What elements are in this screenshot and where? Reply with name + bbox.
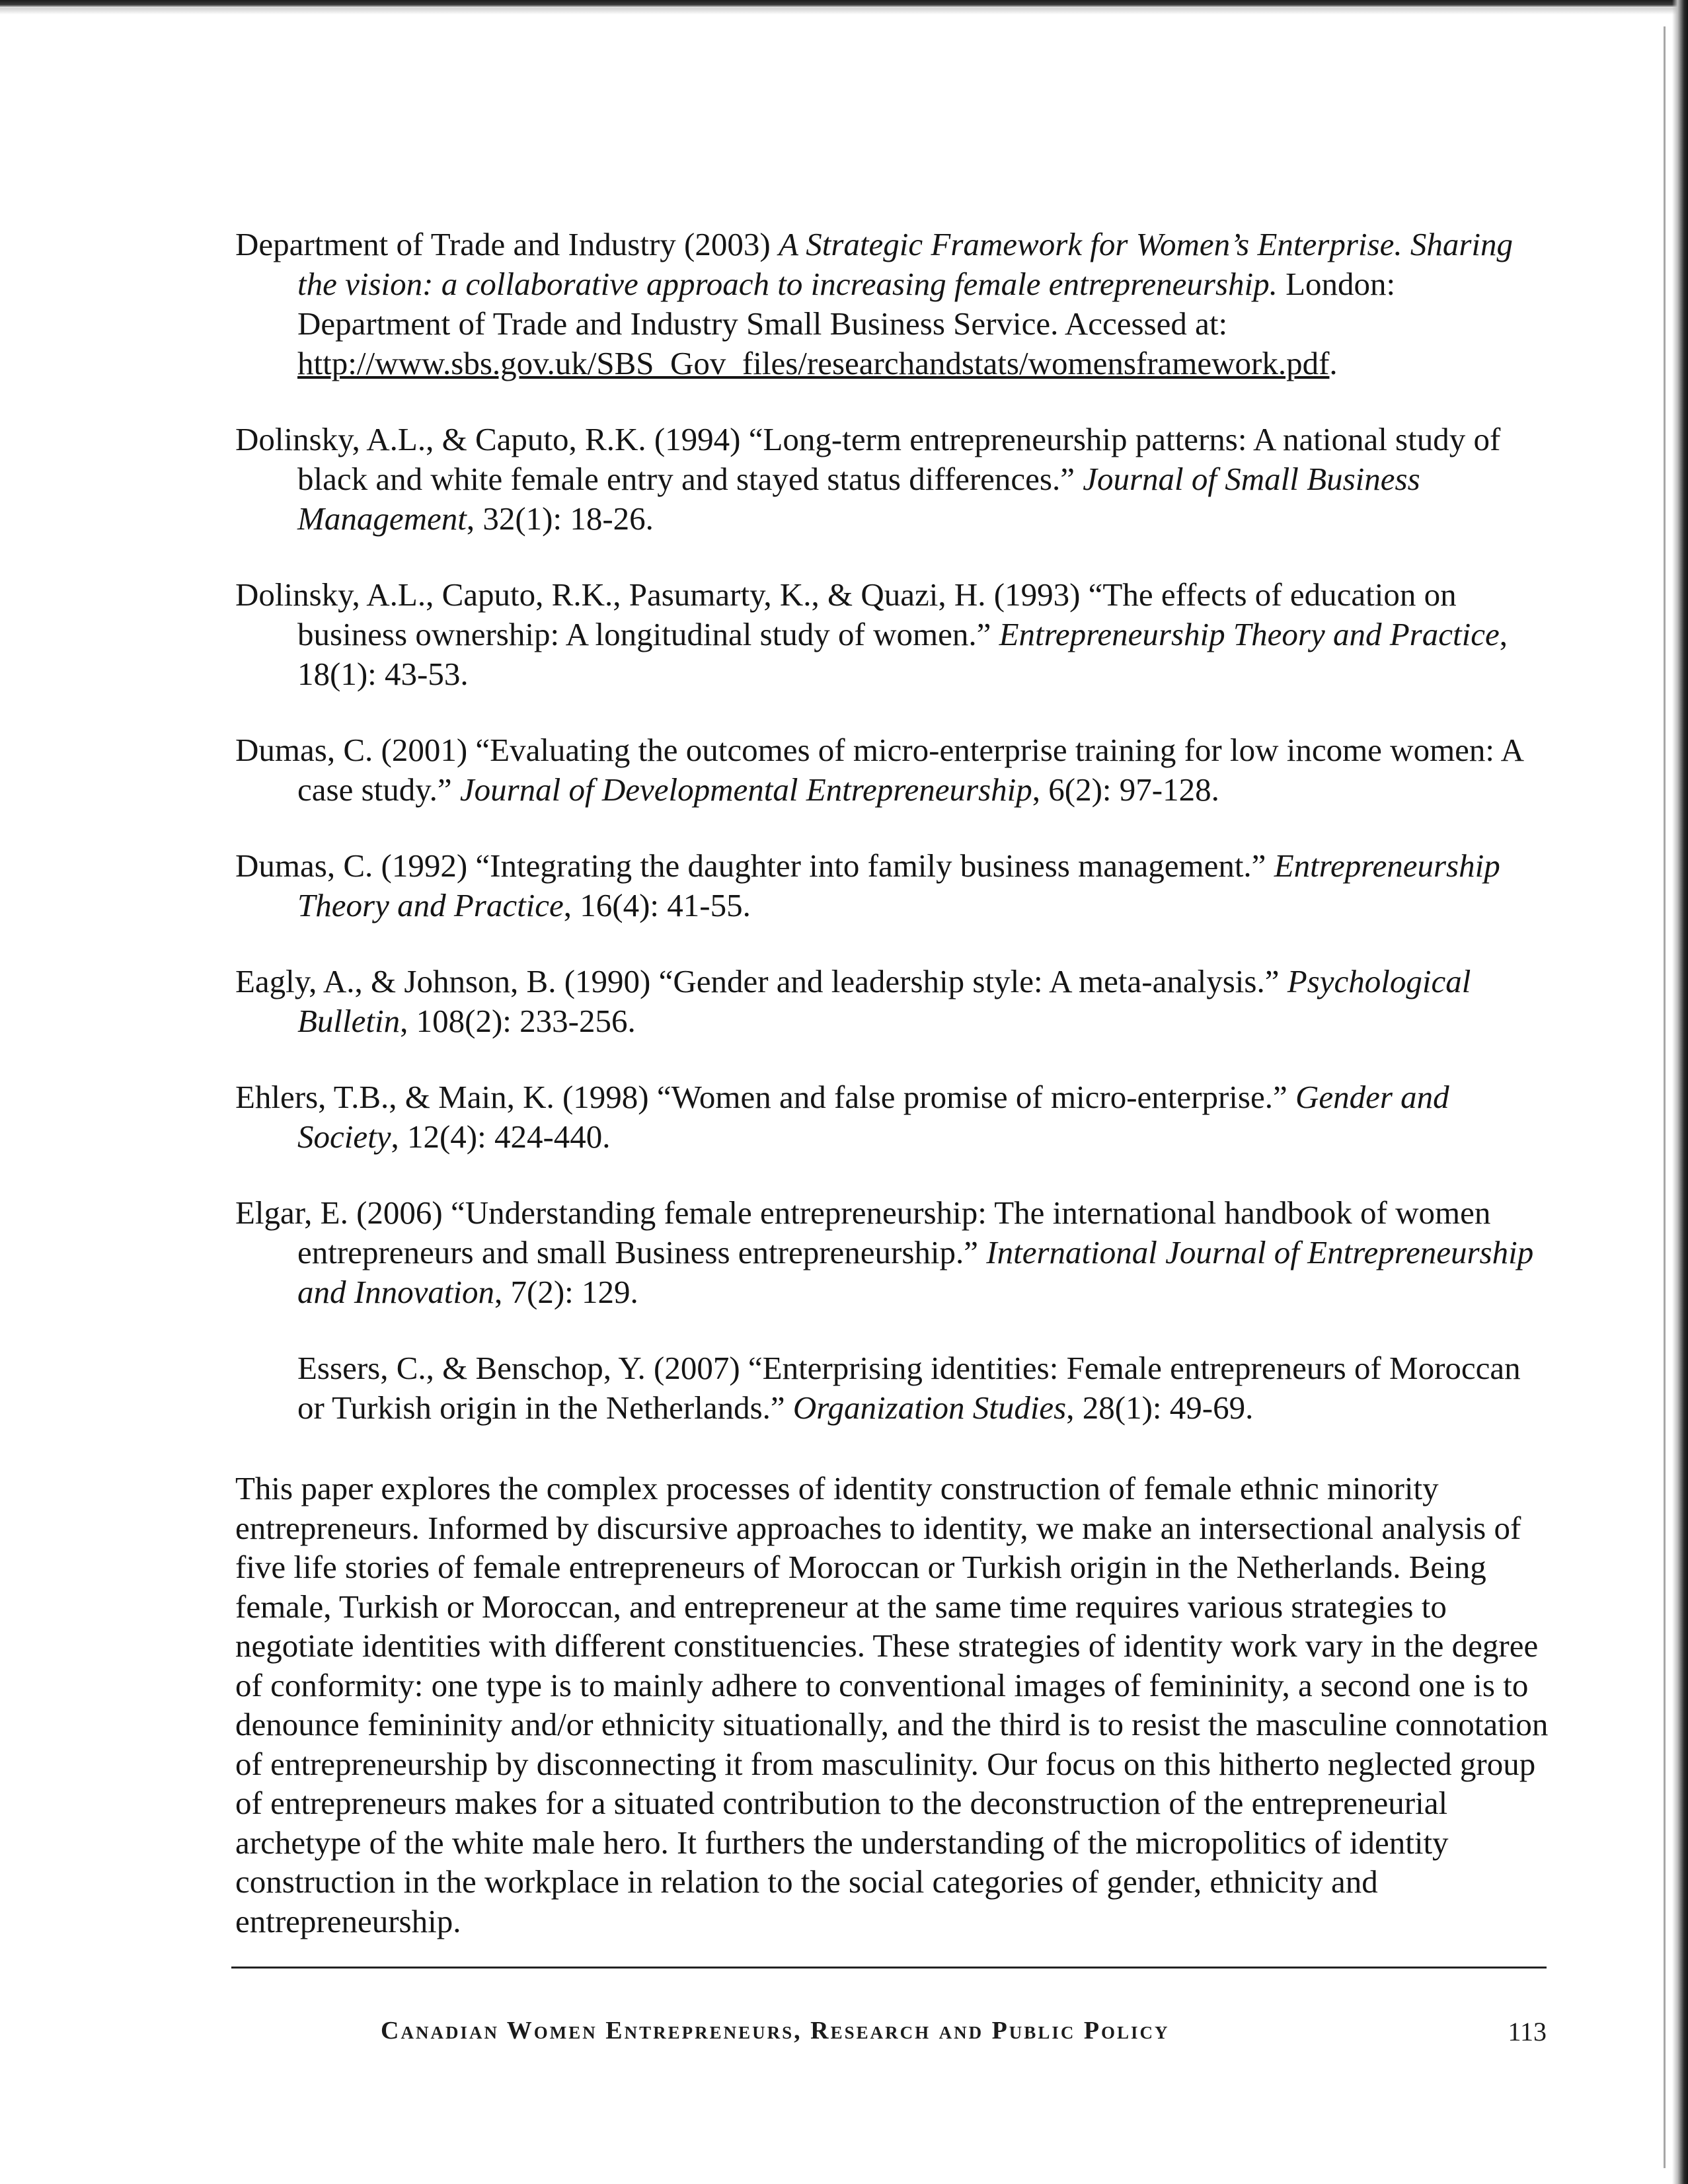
- reference-title: A Strategic Framework for Women’s Enterprise. Sharing the vision: a collaborative approach to increasing female entrepreneurship.: [297, 226, 1514, 302]
- scan-edge-top: [0, 0, 1688, 8]
- reference-journal: Psychological Bulletin: [297, 963, 1471, 1039]
- reference-journal: International Journal of Entrepreneurship and Innovation: [297, 1234, 1534, 1310]
- reference-volume-pages: , 12(4): 424-440.: [391, 1118, 611, 1155]
- reference-journal: Journal of Small Business Management: [297, 461, 1420, 537]
- reference-journal: Entrepreneurship Theory and Practice: [999, 616, 1500, 652]
- reference-authors-title: Essers, C., & Benschop, Y. (2007) “Enterprising identities: Female entrepreneurs of Moroccan or Turkish origin in the Netherlands.”: [297, 1350, 1521, 1426]
- scan-edge-right: [1672, 0, 1688, 2184]
- page-footer: [235, 2016, 1547, 2056]
- reference-authors-title: Dolinsky, A.L., & Caputo, R.K. (1994) “Long-term entrepreneurship patterns: A national study of black and white female entry and stayed status differences.”: [235, 421, 1501, 497]
- reference-publisher: London: Department of Trade and Industry Small Business Service. Accessed at:: [297, 266, 1396, 342]
- reference-entry: [235, 962, 1551, 1041]
- footer-rule: [231, 1967, 1547, 1969]
- reference-authors-title: Dumas, C. (1992) “Integrating the daughter into family business management.”: [235, 847, 1274, 884]
- reference-entry: [235, 846, 1551, 925]
- reference-volume-pages: , 16(4): 41-55.: [563, 887, 751, 923]
- reference-volume-pages: , 32(1): 18-26.: [466, 500, 654, 537]
- reference-authors-year: Department of Trade and Industry (2003): [235, 226, 779, 262]
- reference-list: [235, 225, 1551, 1464]
- reference-entry: [235, 730, 1551, 810]
- reference-volume-pages: , 108(2): 233-256.: [400, 1003, 636, 1039]
- reference-authors-title: Ehlers, T.B., & Main, K. (1998) “Women and false promise of micro-enterprise.”: [235, 1079, 1295, 1115]
- reference-volume-pages: , 18(1): 43-53.: [297, 616, 1508, 692]
- reference-url-link[interactable]: http://www.sbs.gov.uk/SBS_Gov_files/researchandstats/womensframework.pdf: [297, 345, 1330, 381]
- page-number: 113: [1508, 2017, 1547, 2047]
- reference-entry: [235, 1348, 1551, 1428]
- reference-volume-pages: , 7(2): 129.: [494, 1274, 638, 1310]
- reference-entry: [235, 225, 1551, 383]
- reference-journal: Entrepreneurship Theory and Practice: [297, 847, 1500, 923]
- scan-fold-line: [1664, 26, 1666, 2168]
- reference-volume-pages: , 6(2): 97-128.: [1032, 771, 1219, 808]
- running-title: Canadian Women Entrepreneurs, Research and Public Policy: [381, 2017, 1170, 2045]
- reference-entry: [235, 1077, 1551, 1157]
- reference-volume-pages: , 28(1): 49-69.: [1066, 1389, 1254, 1426]
- reference-authors-title: Elgar, E. (2006) “Understanding female entrepreneurship: The international handbook of women entrepreneurs and small Business entrepreneurship.”: [235, 1194, 1491, 1270]
- reference-journal: Organization Studies: [792, 1389, 1067, 1426]
- scan-shadow-top: [0, 8, 1688, 15]
- reference-authors-title: Dumas, C. (2001) “Evaluating the outcomes of micro-enterprise training for low income women: A case study.”: [235, 732, 1523, 808]
- reference-entry: [235, 1193, 1551, 1312]
- reference-journal: Journal of Developmental Entrepreneurship: [459, 771, 1032, 808]
- reference-authors-title: Eagly, A., & Johnson, B. (1990) “Gender and leadership style: A meta-analysis.”: [235, 963, 1287, 999]
- reference-end: .: [1329, 345, 1338, 381]
- reference-authors-title: Dolinsky, A.L., Caputo, R.K., Pasumarty, K., & Quazi, H. (1993) “The effects of education on business ownership: A longitudinal study of women.”: [235, 576, 1457, 652]
- abstract-paragraph: This paper explores the complex processes of identity construction of female ethnic minority entrepreneurs. Informed by discursive approaches to identity, we make an intersectional analysis of five life stories of female entrepreneurs of Moroccan or Turkish origin in the Netherlands. Being female, Turkish or Moroccan, and entrepreneur at the same time requires various strategies to negotiate identities with different constituencies. These strategies of identity work vary in the degree of conformity: one type is to mainly adhere to conventional images of femininity, a second one is to denounce femininity and/or ethnicity situationally, and the third is to resist the masculine connotation of entrepreneurship by disconnecting it from masculinity. Our focus on this hitherto neglected group of entrepreneurs makes for a situated contribution to the deconstruction of the entrepreneurial archetype of the white male hero. It furthers the understanding of the micropolitics of identity construction in the workplace in relation to the social categories of gender, ethnicity and entrepreneurship.: [235, 1470, 1549, 1939]
- reference-journal: Gender and Society: [297, 1079, 1449, 1155]
- reference-entry: [235, 575, 1551, 694]
- reference-entry: [235, 420, 1551, 539]
